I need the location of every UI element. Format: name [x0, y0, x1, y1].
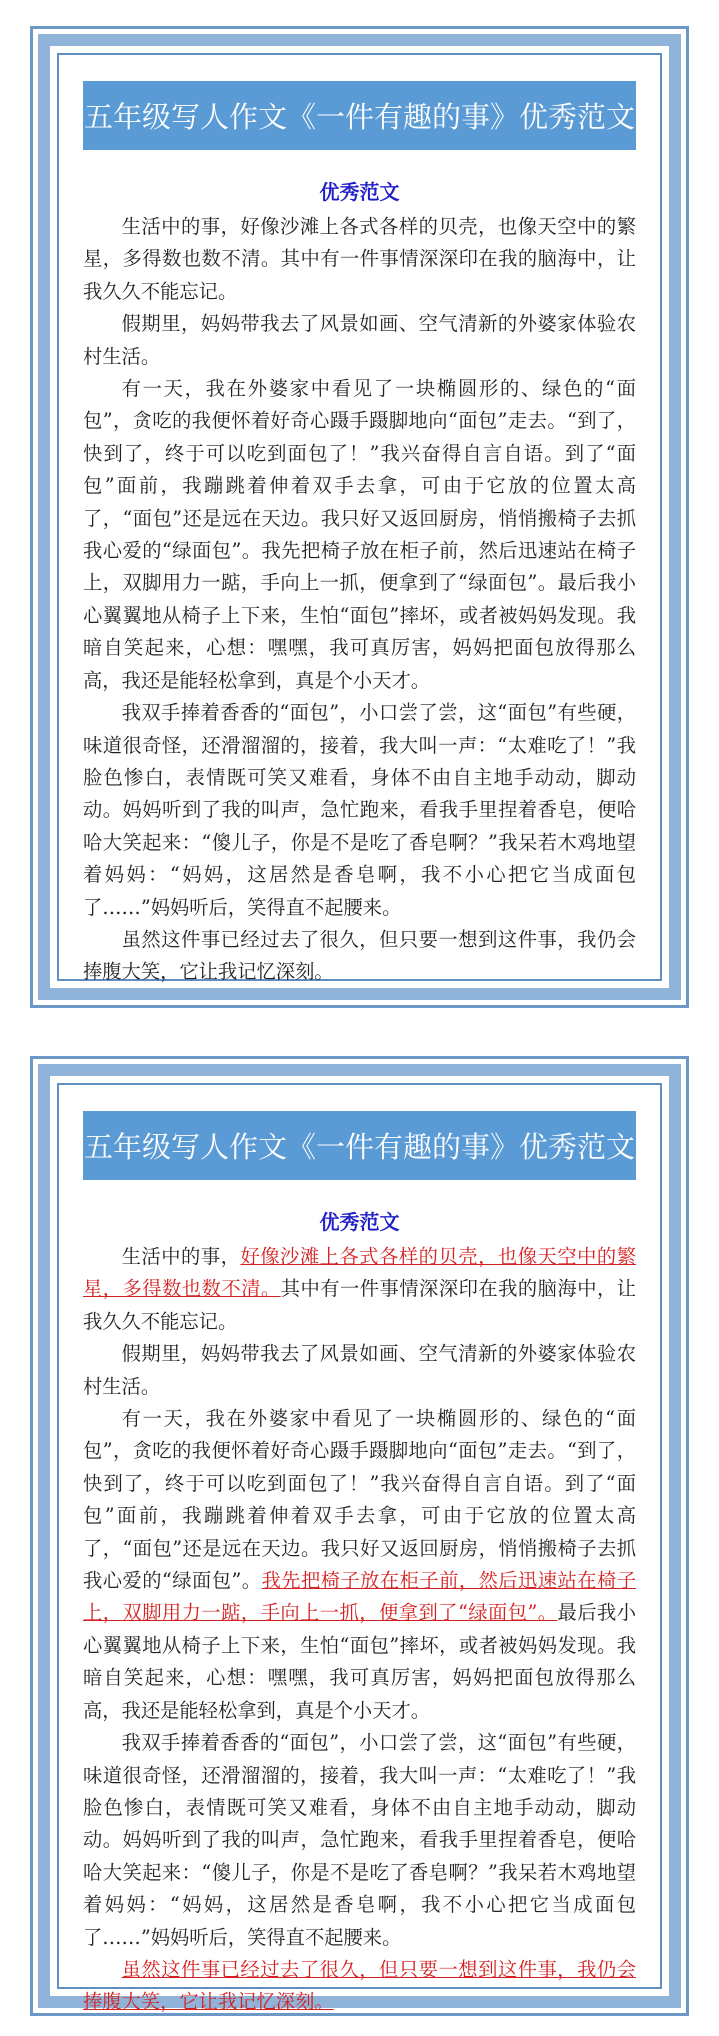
card-outer-frame	[38, 34, 681, 1000]
paragraph-text: 生活中的事，	[121, 1245, 241, 1268]
essay-card-annotated	[30, 1056, 689, 2016]
paragraph	[83, 211, 636, 308]
paragraph	[83, 924, 636, 989]
paragraph-text: 最后我小心翼翼地从椅子上下来，生怕“面包”摔坏，或者被妈妈发现。我暗自笑起来，心想：嘿嘿，我可真厉害，妈妈把面包放得那么高，我还是能轻松拿到，真是个小天才。	[83, 1601, 636, 1722]
essay-card-plain	[30, 26, 689, 1008]
paragraph-text: 其中有一件事情深深印在我的脑海中，让我久久不能忘记。	[83, 1277, 637, 1333]
paragraph	[83, 308, 636, 373]
paragraph	[83, 373, 636, 697]
card-inner-frame	[57, 1083, 662, 2014]
paragraph-text: 我双手捧着香香的“面包”，小口尝了尝，这“面包”有些硬，味道很奇怪，还滑溜溜的，接着，我大叫一声：“太难吃了！”我脸色惨白，表情既可笑又难看，身体不由自主地手动动，脚动动。妈妈听到了我的叫声，急忙跑来，看我手里捏着香皂，便哈哈大笑起来：“傻儿子，你是不是吃了香皂啊？”我呆若木鸡地望着妈妈：“妈妈，这居然是香皂啊，我不小心把它当成面包了……”妈妈听后，笑得直不起腰来。	[83, 1731, 636, 1949]
paragraph	[83, 1954, 636, 2019]
paragraph	[83, 1727, 636, 1954]
highlighted-sentence: 好像沙滩上各式各样的贝壳，也像天空中的繁星，多得数也数不清。	[83, 1245, 637, 1301]
paragraph	[83, 1403, 636, 1727]
paragraph-text: 我双手捧着香香的“面包”，小口尝了尝，这“面包”有些硬，味道很奇怪，还滑溜溜的，接着，我大叫一声：“太难吃了！”我脸色惨白，表情既可笑又难看，身体不由自主地手动动，脚动动。妈妈听到了我的叫声，急忙跑来，看我手里捏着香皂，便哈哈大笑起来：“傻儿子，你是不是吃了香皂啊？”我呆若木鸡地望着妈妈：“妈妈，这居然是香皂啊，我不小心把它当成面包了……”妈妈听后，笑得直不起腰来。	[83, 701, 636, 919]
paragraph	[83, 1241, 636, 1338]
page-title: 五年级写人作文《一件有趣的事》优秀范文	[83, 1111, 636, 1180]
essay-body	[83, 1241, 636, 2019]
essay-body	[83, 211, 636, 989]
paragraph-text: 有一天，我在外婆家中看见了一块椭圆形的、绿色的“面包”，贪吃的我便怀着好奇心蹑手蹑脚地向“面包”走去。“到了，快到了，终于可以吃到面包了！”我兴奋得自言自语。到了“面包”面前，我蹦跳着伸着双手去拿，可由于它放的位置太高了，“面包”还是远在天边。我只好又返回厨房，悄悄搬椅子去抓我心爱的“绿面包”。	[83, 1407, 636, 1593]
highlighted-sentence: 我先把椅子放在柜子前，然后迅速站在椅子上，双脚用力一踮，手向上一抓，便拿到了“绿面包”。	[83, 1569, 636, 1625]
paragraph-text: 有一天，我在外婆家中看见了一块椭圆形的、绿色的“面包”，贪吃的我便怀着好奇心蹑手蹑脚地向“面包”走去。“到了，快到了，终于可以吃到面包了！”我兴奋得自言自语。到了“面包”面前，我蹦跳着伸着双手去拿，可由于它放的位置太高了，“面包”还是远在天边。我只好又返回厨房，悄悄搬椅子去抓我心爱的“绿面包”。我先把椅子放在柜子前，然后迅速站在椅子上，双脚用力一踮，手向上一抓，便拿到了“绿面包”。最后我小心翼翼地从椅子上下来，生怕“面包”摔坏，或者被妈妈发现。我暗自笑起来，心想：嘿嘿，我可真厉害，妈妈把面包放得那么高，我还是能轻松拿到，真是个小天才。	[83, 377, 636, 692]
card-inner-frame	[57, 53, 662, 984]
highlighted-sentence: 虽然这件事已经过去了很久，但只要一想到这件事，我仍会捧腹大笑，它让我记忆深刻。	[83, 1957, 636, 2014]
page-title: 五年级写人作文《一件有趣的事》优秀范文	[83, 81, 636, 150]
paragraph	[83, 697, 636, 924]
section-subtitle: 优秀范文	[319, 180, 400, 204]
paragraph	[83, 1338, 636, 1403]
paragraph-text: 虽然这件事已经过去了很久，但只要一想到这件事，我仍会捧腹大笑，它让我记忆深刻。	[83, 927, 636, 984]
paragraph-text: 假期里，妈妈带我去了风景如画、空气清新的外婆家体验农村生活。	[83, 312, 636, 368]
paragraph-text: 假期里，妈妈带我去了风景如画、空气清新的外婆家体验农村生活。	[83, 1342, 636, 1398]
paragraph-text: 生活中的事，好像沙滩上各式各样的贝壳，也像天空中的繁星，多得数也数不清。其中有一件事情深深印在我的脑海中，让我久久不能忘记。	[83, 215, 636, 303]
card-outer-frame	[38, 1064, 681, 2014]
section-subtitle: 优秀范文	[319, 1210, 400, 1234]
